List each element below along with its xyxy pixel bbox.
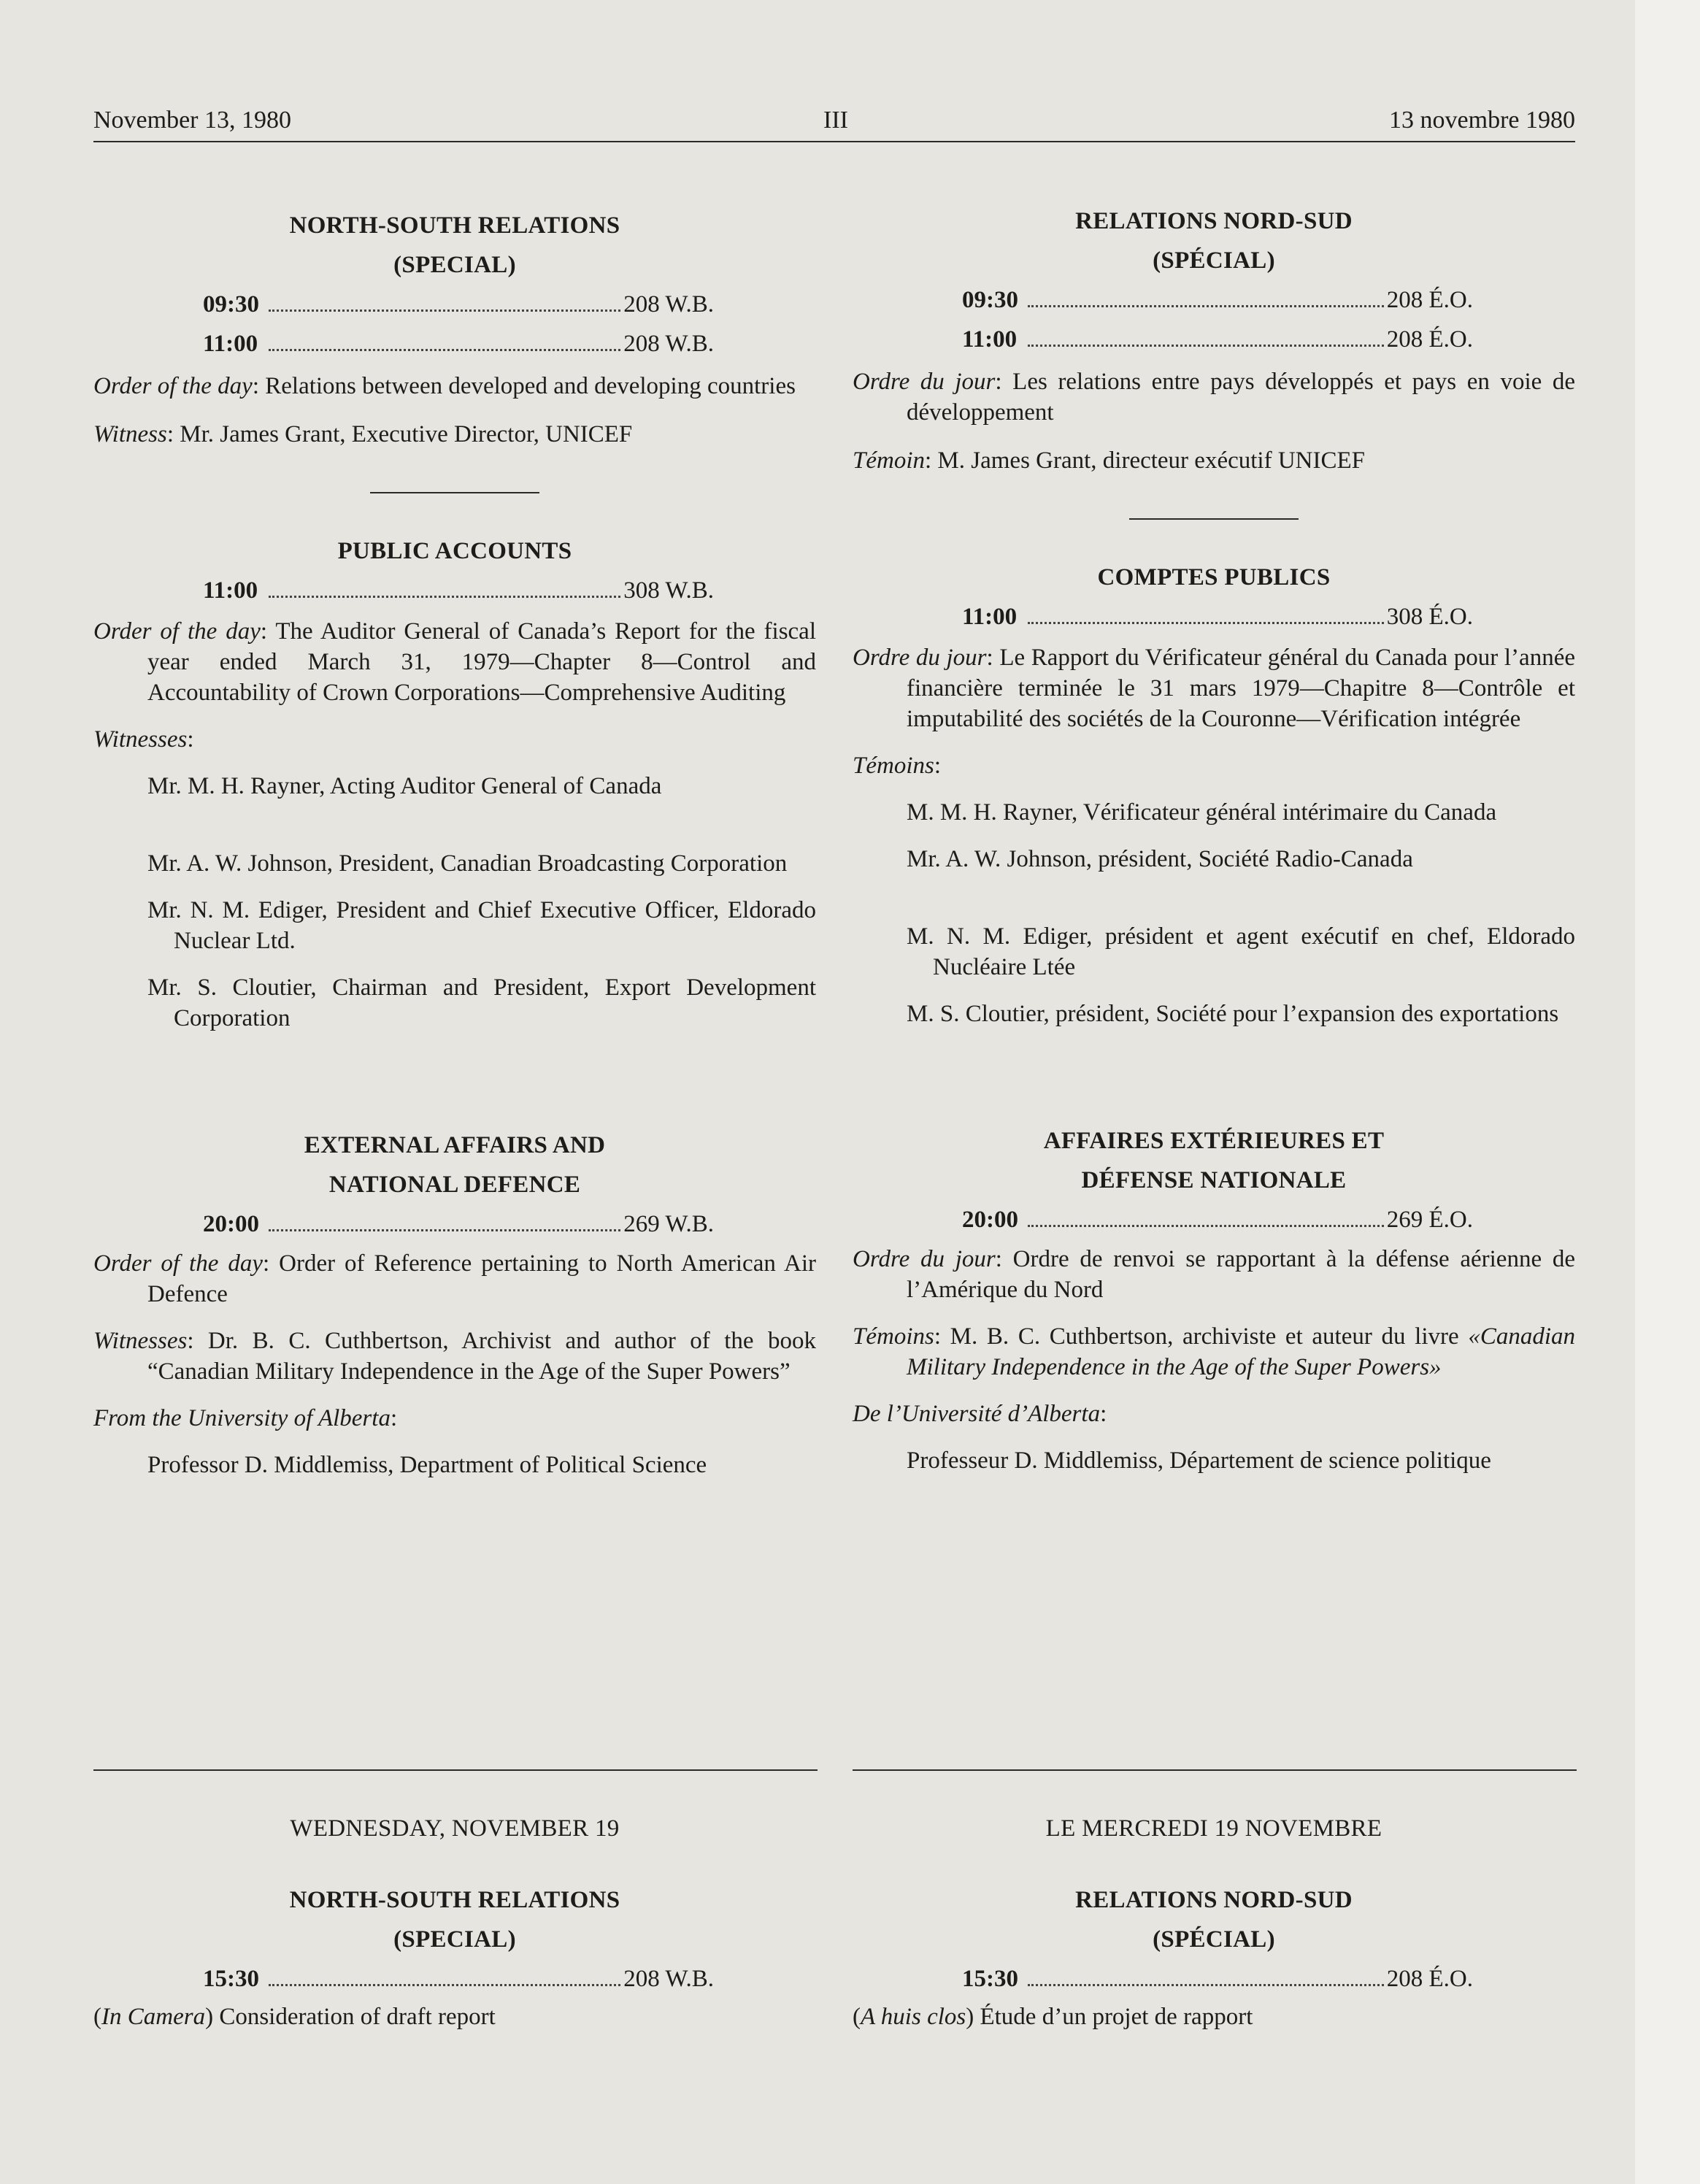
witness-item: M. N. M. Ediger, président et agent exécutif en chef, Eldorado Nucléaire Ltée	[907, 923, 1575, 980]
section-north-south-relations	[93, 206, 816, 450]
section-title: COMPTES PUBLICS	[1097, 564, 1331, 591]
colon: :	[187, 726, 194, 753]
wednesday-en	[93, 1809, 816, 2032]
day-heading: LE MERCREDI 19 NOVEMBRE	[1045, 1815, 1382, 1842]
ordre-du-jour	[853, 1244, 1575, 1305]
colon: :	[1100, 1401, 1107, 1427]
meeting-room: 208 W.B.	[623, 1966, 714, 1992]
page-header	[93, 107, 1575, 142]
meeting-time: 09:30	[203, 291, 259, 318]
meeting-room: 208 W.B.	[623, 291, 714, 318]
witnesses-label: Témoins	[853, 1323, 934, 1350]
leader-dots	[269, 349, 620, 351]
witness-text: : M. James Grant, directeur exécutif UNICEF	[925, 447, 1365, 474]
leader-dots	[1028, 622, 1384, 624]
meeting-time-row	[962, 1959, 1473, 1999]
meeting-room: 269 W.B.	[623, 1211, 714, 1237]
meeting-time: 11:00	[203, 331, 258, 357]
meeting-room: 308 É.O.	[1386, 604, 1473, 630]
ordre-du-jour	[853, 642, 1575, 734]
order-text: : Le Rapport du Vérificateur général du Canada pour l’année financière terminée le 31 mars 1979—Chapitre 8—Contrôle et imputabilité des sociétés de la Couronne—Vérification intégrée	[907, 645, 1575, 732]
in-camera-line: (In Camera) Consideration of draft report	[93, 2004, 496, 2030]
witnesses-line	[853, 1321, 1575, 1383]
leader-dots	[269, 1984, 620, 1986]
section-subtitle: (SPECIAL)	[393, 252, 516, 278]
meeting-room: 269 É.O.	[1386, 1207, 1473, 1233]
book-title: «Canadian Military Independence in the Age of the Super Powers»	[907, 1323, 1575, 1380]
section-relations-nord-sud	[853, 201, 1575, 476]
page-number: III	[823, 107, 848, 134]
witnesses-label: Witnesses	[93, 726, 188, 753]
meeting-time-row	[203, 1204, 714, 1244]
section-public-accounts	[93, 531, 816, 1034]
header-rule	[93, 141, 1575, 142]
affiliation-label: From the University of Alberta	[93, 1405, 391, 1431]
order-text: : Ordre de renvoi se rapportant à la défense aérienne de l’Amérique du Nord	[907, 1246, 1575, 1303]
meeting-time: 15:30	[962, 1966, 1018, 1992]
witness-line	[853, 445, 1575, 476]
order-of-the-day	[93, 371, 816, 401]
meeting-time-row	[203, 571, 714, 610]
meeting-time-row	[203, 1959, 714, 1999]
witness-item: Professeur D. Middlemiss, Département de science politique	[907, 1447, 1491, 1474]
leader-dots	[1028, 345, 1384, 347]
day-divider-en	[93, 1769, 818, 1771]
section-title-line2: DÉFENSE NATIONALE	[1081, 1167, 1347, 1193]
meeting-time-row	[962, 280, 1473, 320]
meeting-room: 208 É.O.	[1386, 1966, 1473, 1992]
section-affaires-exterieures	[853, 1121, 1575, 1476]
witnesses-line	[93, 1326, 816, 1387]
affiliation-heading	[853, 1399, 1575, 1429]
order-label: Ordre du jour	[853, 369, 996, 395]
order-label: Order of the day	[93, 1250, 263, 1277]
meeting-room: 208 É.O.	[1386, 287, 1473, 313]
day-divider-fr	[853, 1769, 1577, 1771]
in-camera-line: (A huis clos) Étude d’un projet de rapport	[853, 2004, 1253, 2030]
section-divider	[370, 492, 539, 493]
section-title: PUBLIC ACCOUNTS	[337, 538, 572, 564]
witnesses-label: Witnesses	[93, 1328, 188, 1354]
meeting-time-row	[962, 597, 1473, 637]
witness-item: M. M. H. Rayner, Vérificateur général intérimaire du Canada	[907, 799, 1497, 826]
order-label: Order of the day	[93, 618, 261, 645]
leader-dots	[269, 596, 620, 598]
witnesses-text: : Dr. B. C. Cuthbertson, Archivist and author of the book “Canadian Military Independence in the Age of the Super Powers”	[147, 1328, 816, 1385]
leader-dots	[1028, 1984, 1384, 1986]
section-subtitle: (SPECIAL)	[393, 1926, 516, 1953]
section-title: AFFAIRES EXTÉRIEURES ET	[1043, 1128, 1385, 1154]
order-text: : Les relations entre pays développés et pays en voie de développement	[907, 369, 1575, 426]
section-title: NORTH-SOUTH RELATIONS	[289, 1887, 620, 1913]
meeting-room: 208 W.B.	[623, 331, 714, 357]
witnesses-label: Témoins	[853, 753, 934, 779]
order-label: Order of the day	[93, 373, 253, 399]
section-subtitle: (SPÉCIAL)	[1153, 247, 1275, 274]
order-label: Ordre du jour	[853, 645, 987, 671]
meeting-time: 11:00	[203, 577, 258, 604]
witnesses-text: : M. B. C. Cuthbertson, archiviste et auteur du livre	[934, 1323, 1469, 1350]
order-of-the-day	[93, 1248, 816, 1310]
order-of-the-day	[93, 616, 816, 708]
leader-dots	[1028, 1225, 1384, 1227]
section-title: RELATIONS NORD-SUD	[1075, 208, 1353, 234]
order-text: : Relations between developed and developing countries	[252, 373, 796, 399]
affiliation-label: De l’Université d’Alberta	[853, 1401, 1101, 1427]
meeting-time: 20:00	[962, 1207, 1018, 1233]
witness-item: Mr. A. W. Johnson, président, Société Radio-Canada	[907, 846, 1413, 872]
header-date-en: November 13, 1980	[93, 107, 292, 134]
order-text: : The Auditor General of Canada’s Report for the fiscal year ended March 31, 1979—Chapter 8—Control and Accountability of Crown Corporations—Comprehensive Auditing	[147, 618, 816, 706]
order-text: : Order of Reference pertaining to North American Air Defence	[147, 1250, 816, 1307]
section-comptes-publics	[853, 558, 1575, 1029]
meeting-time: 11:00	[962, 326, 1018, 353]
section-title: NORTH-SOUTH RELATIONS	[289, 212, 620, 239]
meeting-room: 308 W.B.	[623, 577, 714, 604]
section-title: EXTERNAL AFFAIRS AND	[304, 1132, 606, 1158]
section-title: RELATIONS NORD-SUD	[1075, 1887, 1353, 1913]
section-external-affairs	[93, 1126, 816, 1480]
meeting-time: 20:00	[203, 1211, 259, 1237]
section-divider	[1129, 518, 1299, 520]
colon: :	[934, 753, 942, 779]
witness-item: Mr. S. Cloutier, Chairman and President, Export Development Corporation	[147, 974, 816, 1031]
in-camera-text: Consideration of draft report	[213, 2004, 496, 2030]
meeting-time-row	[203, 324, 714, 364]
meeting-room: 208 É.O.	[1386, 326, 1473, 353]
witness-item: Mr. N. M. Ediger, President and Chief Executive Officer, Eldorado Nuclear Ltd.	[147, 897, 816, 954]
witness-label: Witness	[93, 421, 167, 447]
witness-label: Témoin	[853, 447, 925, 474]
witness-text: : Mr. James Grant, Executive Director, UNICEF	[166, 421, 633, 447]
witness-item: M. S. Cloutier, président, Société pour l’expansion des exportations	[907, 1001, 1559, 1027]
english-column	[93, 206, 816, 1480]
meeting-time-row	[962, 1200, 1473, 1239]
meeting-time-row	[962, 320, 1473, 359]
witnesses-heading	[853, 750, 1575, 781]
section-subtitle: (SPÉCIAL)	[1153, 1926, 1275, 1953]
order-label: Ordre du jour	[853, 1246, 996, 1272]
section-title-line2: NATIONAL DEFENCE	[328, 1172, 581, 1198]
colon: :	[390, 1405, 398, 1431]
header-date-fr: 13 novembre 1980	[1389, 107, 1575, 134]
meeting-time: 09:30	[962, 287, 1018, 313]
in-camera-label: A huis clos	[861, 2004, 966, 2030]
in-camera-text: Étude d’un projet de rapport	[974, 2004, 1253, 2030]
wednesday-fr	[853, 1809, 1575, 2032]
affiliation-heading	[93, 1403, 816, 1434]
leader-dots	[269, 309, 620, 312]
meeting-time-row	[203, 285, 714, 324]
page-margin	[1635, 0, 1700, 2184]
leader-dots	[1028, 305, 1384, 307]
witness-item: Mr. M. H. Rayner, Acting Auditor General of Canada	[147, 773, 662, 799]
witness-item: Professor D. Middlemiss, Department of Political Science	[147, 1452, 707, 1478]
in-camera-label: In Camera	[101, 2004, 206, 2030]
meeting-time: 11:00	[962, 604, 1018, 630]
witness-item: Mr. A. W. Johnson, President, Canadian Broadcasting Corporation	[147, 850, 788, 877]
witnesses-heading	[93, 724, 816, 755]
french-column	[853, 206, 1575, 1476]
witness-line	[93, 419, 816, 450]
day-heading: WEDNESDAY, NOVEMBER 19	[290, 1815, 620, 1842]
ordre-du-jour	[853, 366, 1575, 428]
meeting-time: 15:30	[203, 1966, 259, 1992]
leader-dots	[269, 1229, 620, 1231]
